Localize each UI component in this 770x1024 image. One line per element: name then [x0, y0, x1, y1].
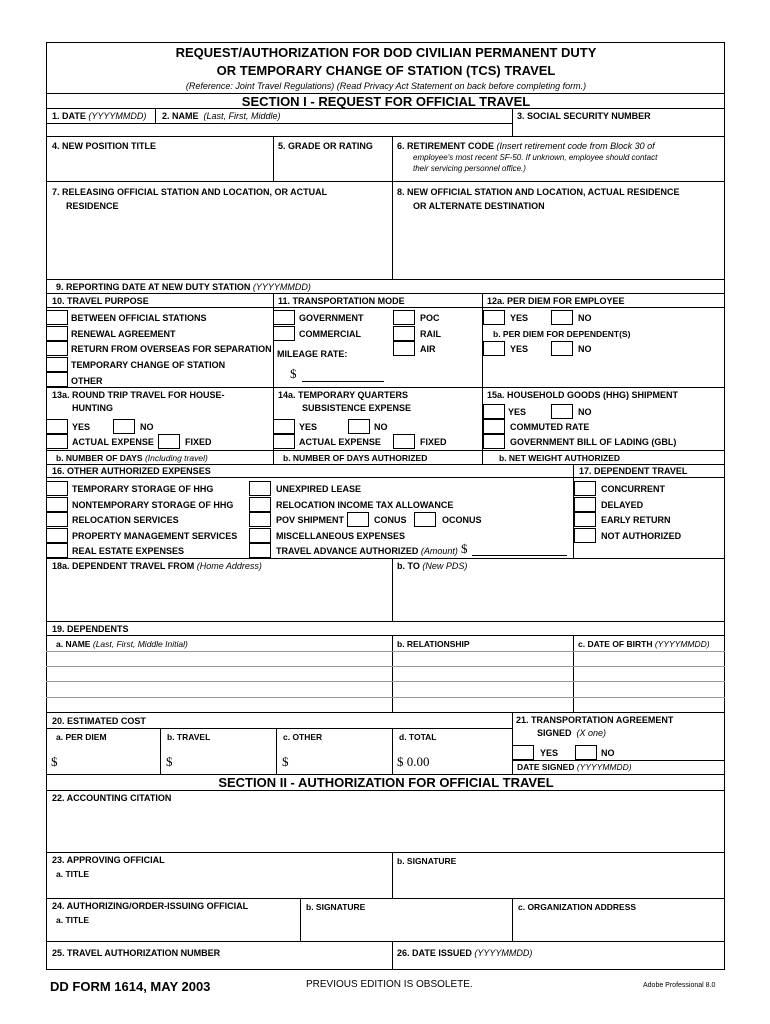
- round-trip-no-checkbox[interactable]: [113, 419, 135, 434]
- expense-option-label: MISCELLANEOUS EXPENSES: [276, 531, 406, 541]
- date-signed-label: DATE SIGNED (YYYYMMDD): [517, 762, 632, 772]
- mileage-rate-input[interactable]: [302, 381, 384, 382]
- divider: [300, 898, 301, 941]
- releasing-station-label: 7. RELEASING OFFICIAL STATION AND LOCATION, OR ACTUAL: [52, 187, 328, 197]
- transport-agreement-label: 21. TRANSPORTATION AGREEMENT: [516, 715, 674, 725]
- approving-title-label: a. TITLE: [56, 869, 90, 879]
- purpose-temporary-checkbox[interactable]: [46, 357, 68, 372]
- purpose-option-label: TEMPORARY CHANGE OF STATION: [71, 360, 226, 370]
- form-id: DD FORM 1614, MAY 2003: [50, 979, 211, 994]
- divider: [392, 852, 393, 898]
- travel-advance-amount-input[interactable]: [472, 555, 567, 556]
- dob-label: c. DATE OF BIRTH (YYYYMMDD): [578, 639, 710, 649]
- divider: [46, 108, 725, 109]
- transport-option-label: POC: [420, 313, 440, 323]
- divider: [273, 136, 274, 181]
- other-cost-label: c. OTHER: [283, 732, 323, 742]
- transport-option-label: AIR: [420, 344, 436, 354]
- no-label: NO: [578, 407, 592, 417]
- dependent-option-label: DELAYED: [601, 500, 644, 510]
- section1-title: SECTION I - REQUEST FOR OFFICIAL TRAVEL: [241, 94, 531, 109]
- divider: [46, 136, 725, 137]
- yes-label: YES: [540, 748, 559, 758]
- round-trip-label: 13a. ROUND TRIP TRAVEL FOR HOUSE-: [52, 390, 225, 400]
- dependent-not-authorized-checkbox[interactable]: [574, 528, 596, 543]
- divider: [46, 790, 725, 791]
- hhg-yes-checkbox[interactable]: [483, 404, 505, 419]
- no-label: NO: [140, 422, 154, 432]
- hhg-gbl-checkbox[interactable]: [483, 434, 505, 449]
- expense-option-label: RELOCATION SERVICES: [72, 515, 179, 525]
- authorizing-signature-label: b. SIGNATURE: [306, 902, 366, 912]
- temp-quarters-label: SUBSISTENCE EXPENSE: [302, 403, 412, 413]
- transport-option-label: GOVERNMENT: [299, 313, 364, 323]
- per-diem-employee-yes-checkbox[interactable]: [483, 310, 505, 325]
- other-cost-input[interactable]: $: [282, 754, 289, 769]
- per-diem-cost-input[interactable]: $: [51, 754, 58, 769]
- dependent-travel-label: 17. DEPENDENT TRAVEL: [579, 466, 688, 476]
- expense-property-mgmt-checkbox[interactable]: [46, 528, 68, 543]
- expense-real-estate-checkbox[interactable]: [46, 543, 68, 558]
- no-label: NO: [578, 344, 592, 354]
- dependent-name-label: a. NAME (Last, First, Middle Initial): [56, 639, 188, 649]
- expense-temp-storage-checkbox[interactable]: [46, 481, 68, 496]
- divider: [46, 712, 725, 713]
- divider: [276, 728, 277, 774]
- software-label: Adobe Professional 8.0: [643, 982, 716, 989]
- divider: [392, 635, 393, 712]
- transport-government-checkbox[interactable]: [273, 310, 295, 325]
- per-diem-employee-label: 12a. PER DIEM FOR EMPLOYEE: [487, 296, 625, 306]
- divider: [392, 136, 393, 181]
- tqse-fixed-checkbox[interactable]: [393, 434, 415, 449]
- retirement-code-hint: their servicing personnel office.): [413, 164, 526, 173]
- dependent-row[interactable]: [46, 651, 725, 652]
- divider: [46, 293, 725, 294]
- round-trip-actual-checkbox[interactable]: [46, 434, 68, 449]
- divider: [46, 898, 725, 899]
- transport-mode-label: 11. TRANSPORTATION MODE: [278, 296, 405, 306]
- purpose-option-label: OTHER: [71, 376, 103, 386]
- organization-address-label: c. ORGANIZATION ADDRESS: [518, 902, 637, 912]
- purpose-renewal-checkbox[interactable]: [46, 326, 68, 341]
- expense-option-label: TEMPORARY STORAGE OF HHG: [72, 484, 214, 494]
- fixed-label: FIXED: [185, 437, 212, 447]
- approving-official-label: 23. APPROVING OFFICIAL: [52, 855, 165, 865]
- per-diem-dependent-label: b. PER DIEM FOR DEPENDENT(S): [493, 329, 631, 339]
- oconus-label: OCONUS: [442, 515, 482, 525]
- gbl-label: GOVERNMENT BILL OF LADING (GBL): [510, 437, 677, 447]
- purpose-option-label: BETWEEN OFFICIAL STATIONS: [71, 313, 207, 323]
- hhg-commuted-checkbox[interactable]: [483, 419, 505, 434]
- purpose-between-checkbox[interactable]: [46, 310, 68, 325]
- form-title-line1: REQUEST/AUTHORIZATION FOR DOD CIVILIAN PERMANENT DUTY: [175, 45, 597, 60]
- relationship-label: b. RELATIONSHIP: [397, 639, 470, 649]
- round-trip-fixed-checkbox[interactable]: [158, 434, 180, 449]
- number-of-days-label: b. NUMBER OF DAYS (Including travel): [56, 453, 208, 463]
- transport-option-label: RAIL: [420, 329, 441, 339]
- total-cost-label: d. TOTAL: [399, 732, 437, 742]
- authorizing-title-label: a. TITLE: [56, 915, 90, 925]
- pov-oconus-checkbox[interactable]: [414, 512, 436, 527]
- expense-option-label: RELOCATION INCOME TAX ALLOWANCE: [276, 500, 454, 510]
- transport-air-checkbox[interactable]: [393, 341, 415, 356]
- dollar-sign: $: [290, 366, 297, 381]
- other-expenses-label: 16. OTHER AUTHORIZED EXPENSES: [52, 466, 211, 476]
- expense-option-label: TRAVEL ADVANCE AUTHORIZED (Amount): [276, 546, 458, 556]
- round-trip-yes-checkbox[interactable]: [46, 419, 68, 434]
- purpose-other-checkbox[interactable]: [46, 372, 68, 387]
- pov-conus-checkbox[interactable]: [347, 512, 369, 527]
- per-diem-dependent-no-checkbox[interactable]: [551, 341, 573, 356]
- accounting-citation-label: 22. ACCOUNTING CITATION: [52, 793, 172, 803]
- no-label: NO: [578, 313, 592, 323]
- name-label: 2. NAME (Last, First, Middle): [162, 111, 281, 121]
- date-input[interactable]: [47, 124, 154, 136]
- yes-label: YES: [510, 313, 529, 323]
- divider: [46, 728, 512, 729]
- divider: [512, 712, 513, 774]
- retirement-code-label: 6. RETIREMENT CODE (Insert retirement code from Block 30 of: [397, 141, 655, 151]
- expense-unexpired-lease-checkbox[interactable]: [249, 481, 271, 496]
- expense-nontemp-storage-checkbox[interactable]: [46, 497, 68, 512]
- ssn-input[interactable]: [513, 124, 724, 136]
- grade-label: 5. GRADE OR RATING: [278, 141, 373, 151]
- divider: [155, 108, 156, 123]
- expense-misc-checkbox[interactable]: [249, 528, 271, 543]
- name-input[interactable]: [156, 124, 511, 136]
- agreement-yes-checkbox[interactable]: [512, 745, 534, 760]
- form-reference: (Reference: Joint Travel Regulations) (Read Privacy Act Statement on back before completing form.): [185, 81, 587, 91]
- divider: [512, 760, 725, 761]
- dependent-delayed-checkbox[interactable]: [574, 497, 596, 512]
- travel-cost-label: b. TRAVEL: [167, 732, 211, 742]
- divider: [46, 558, 725, 559]
- fixed-label: FIXED: [420, 437, 447, 447]
- approving-signature-label: b. SIGNATURE: [397, 856, 457, 866]
- section2-title: SECTION II - AUTHORIZATION FOR OFFICIAL TRAVEL: [218, 775, 554, 790]
- transport-commercial-checkbox[interactable]: [273, 326, 295, 341]
- ssn-label: 3. SOCIAL SECURITY NUMBER: [517, 111, 651, 121]
- divider: [573, 635, 574, 712]
- hhg-no-checkbox[interactable]: [551, 404, 573, 419]
- commuted-rate-label: COMMUTED RATE: [510, 422, 590, 432]
- divider: [46, 387, 725, 388]
- transport-poc-checkbox[interactable]: [393, 310, 415, 325]
- net-weight-label: b. NET WEIGHT AUTHORIZED: [499, 453, 621, 463]
- dependent-row[interactable]: [46, 697, 725, 698]
- date-label: 1. DATE (YYYYMMDD): [52, 111, 147, 121]
- divider: [160, 728, 161, 774]
- travel-cost-input[interactable]: $: [166, 754, 173, 769]
- tqse-yes-checkbox[interactable]: [273, 419, 295, 434]
- actual-expense-label: ACTUAL EXPENSE: [299, 437, 381, 447]
- divider: [46, 450, 725, 451]
- expense-rita-checkbox[interactable]: [249, 497, 271, 512]
- dependent-from-label: 18a. DEPENDENT TRAVEL FROM (Home Address): [52, 561, 262, 571]
- total-cost-value: $ 0.00: [397, 754, 430, 769]
- expense-travel-advance-checkbox[interactable]: [249, 543, 271, 558]
- new-station-label: OR ALTERNATE DESTINATION: [413, 201, 545, 211]
- tqse-no-checkbox[interactable]: [348, 419, 370, 434]
- yes-label: YES: [299, 422, 318, 432]
- dependent-to-label: b. TO (New PDS): [397, 561, 468, 571]
- dependent-row[interactable]: [46, 681, 725, 682]
- retirement-code-hint: employee's most recent SF-50. If unknown, employee should contact: [413, 153, 658, 162]
- divider: [46, 307, 725, 308]
- date-issued-label: 26. DATE ISSUED (YYYYMMDD): [397, 948, 533, 958]
- yes-label: YES: [508, 407, 527, 417]
- conus-label: CONUS: [374, 515, 407, 525]
- expense-option-label: UNEXPIRED LEASE: [276, 484, 362, 494]
- position-title-label: 4. NEW POSITION TITLE: [52, 141, 157, 151]
- dependent-early-return-checkbox[interactable]: [574, 512, 596, 527]
- travel-purpose-label: 10. TRAVEL PURPOSE: [52, 296, 149, 306]
- days-authorized-label: b. NUMBER OF DAYS AUTHORIZED: [283, 453, 428, 463]
- divider: [392, 181, 393, 279]
- travel-auth-number-label: 25. TRAVEL AUTHORIZATION NUMBER: [52, 948, 221, 958]
- actual-expense-label: ACTUAL EXPENSE: [72, 437, 154, 447]
- tqse-actual-checkbox[interactable]: [273, 434, 295, 449]
- dependent-option-label: NOT AUTHORIZED: [601, 531, 682, 541]
- expense-option-label: NONTEMPORARY STORAGE OF HHG: [72, 500, 234, 510]
- dependent-concurrent-checkbox[interactable]: [574, 481, 596, 496]
- divider: [392, 558, 393, 621]
- divider: [46, 464, 725, 465]
- purpose-option-label: RETURN FROM OVERSEAS FOR SEPARATION: [71, 344, 272, 354]
- purpose-return-checkbox[interactable]: [46, 341, 68, 356]
- expense-pov-checkbox[interactable]: [249, 512, 271, 527]
- temp-quarters-label: 14a. TEMPORARY QUARTERS: [278, 390, 409, 400]
- purpose-option-label: RENEWAL AGREEMENT: [71, 329, 176, 339]
- hhg-shipment-label: 15a. HOUSEHOLD GOODS (HHG) SHIPMENT: [487, 390, 679, 400]
- per-diem-dependent-yes-checkbox[interactable]: [483, 341, 505, 356]
- no-label: NO: [374, 422, 388, 432]
- expense-relocation-services-checkbox[interactable]: [46, 512, 68, 527]
- dependents-label: 19. DEPENDENTS: [52, 624, 129, 634]
- yes-label: YES: [72, 422, 91, 432]
- reporting-date-label: 9. REPORTING DATE AT NEW DUTY STATION (YYYYMMDD): [56, 282, 311, 292]
- obsolete-notice: PREVIOUS EDITION IS OBSOLETE.: [306, 979, 473, 990]
- divider: [46, 477, 725, 478]
- estimated-cost-label: 20. ESTIMATED COST: [52, 716, 146, 726]
- yes-label: YES: [510, 344, 529, 354]
- dependent-row[interactable]: [46, 666, 725, 667]
- divider: [512, 898, 513, 941]
- transport-option-label: COMMERCIAL: [299, 329, 361, 339]
- transport-rail-checkbox[interactable]: [393, 326, 415, 341]
- dependent-option-label: EARLY RETURN: [601, 515, 671, 525]
- transport-agreement-label: SIGNED (X one): [537, 728, 607, 738]
- new-station-label: 8. NEW OFFICIAL STATION AND LOCATION, ACTUAL RESIDENCE: [397, 187, 680, 197]
- per-diem-cost-label: a. PER DIEM: [56, 732, 107, 742]
- divider: [46, 852, 725, 853]
- round-trip-label: HUNTING: [72, 403, 113, 413]
- authorizing-official-label: 24. AUTHORIZING/ORDER-ISSUING OFFICIAL: [52, 901, 249, 911]
- divider: [46, 181, 725, 182]
- expense-option-label: PROPERTY MANAGEMENT SERVICES: [72, 531, 238, 541]
- divider: [392, 728, 393, 774]
- dollar-sign: $: [461, 541, 468, 556]
- no-label: NO: [601, 748, 615, 758]
- agreement-no-checkbox[interactable]: [575, 745, 597, 760]
- per-diem-employee-no-checkbox[interactable]: [551, 310, 573, 325]
- expense-option-label: POV SHIPMENT: [276, 515, 345, 525]
- divider: [46, 635, 725, 636]
- divider: [46, 941, 725, 942]
- dependent-option-label: CONCURRENT: [601, 484, 665, 494]
- releasing-station-label: RESIDENCE: [66, 201, 119, 211]
- form-title-line2: OR TEMPORARY CHANGE OF STATION (TCS) TRAVEL: [216, 63, 556, 78]
- divider: [46, 279, 725, 280]
- expense-option-label: REAL ESTATE EXPENSES: [72, 546, 185, 556]
- divider: [46, 621, 725, 622]
- divider: [392, 941, 393, 970]
- mileage-rate-label: MILEAGE RATE:: [277, 349, 348, 359]
